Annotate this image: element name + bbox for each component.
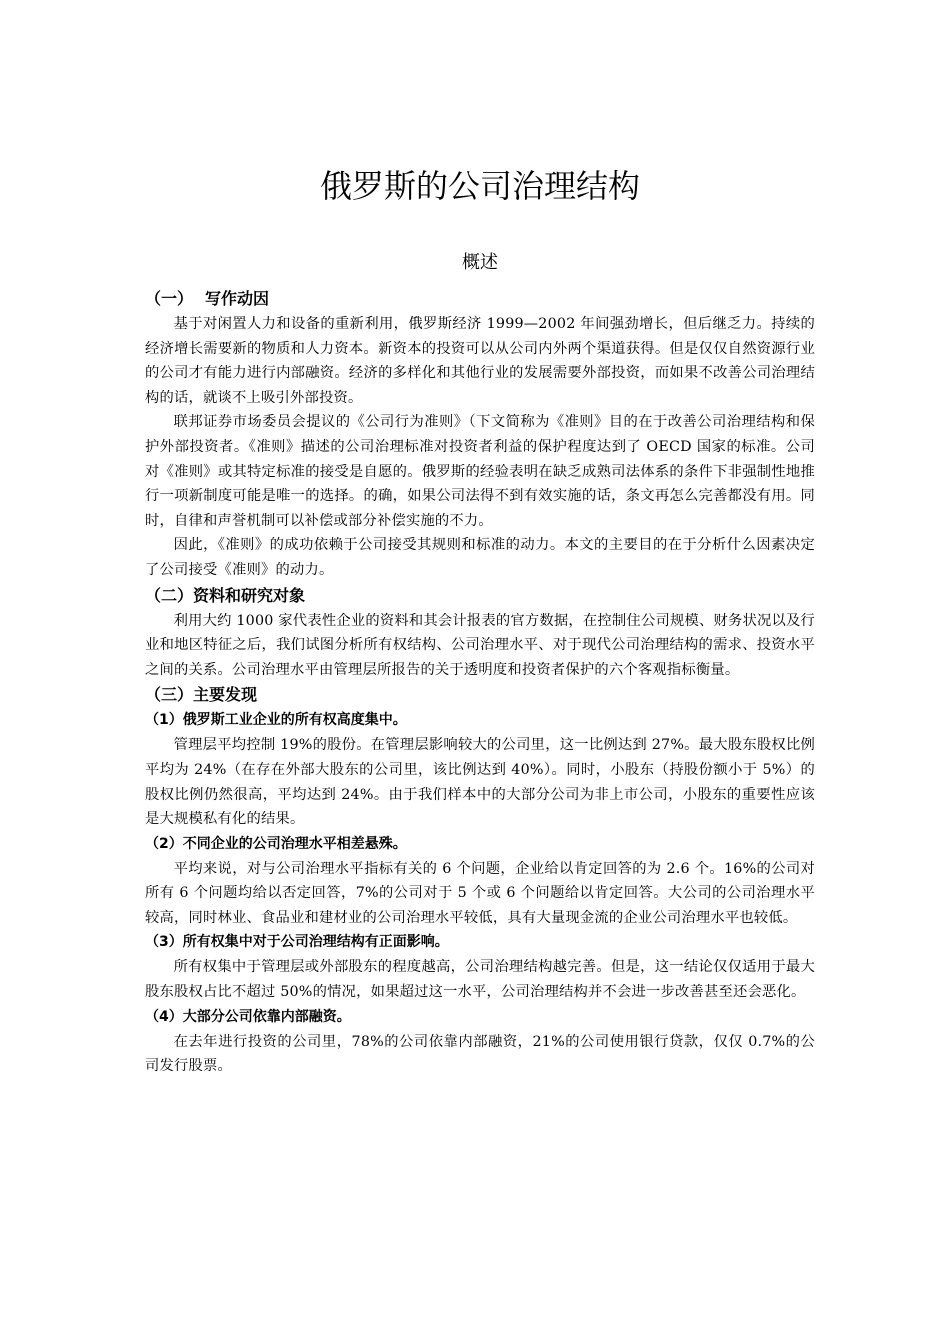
section-heading-3 <box>145 682 815 708</box>
section-label: 主要发现 <box>193 685 258 705</box>
section-number: （三） <box>145 685 194 705</box>
section-heading-1 <box>145 286 815 312</box>
document-body <box>145 286 815 1079</box>
finding-heading-1: （1）俄罗斯工业企业的所有权高度集中。 <box>145 712 407 729</box>
finding-text: 平均来说，对与公司治理水平指标有关的 6 个问题，企业给以肯定回答的为 2.6 个。16%的公司对所有 6 个问题均给以否定回答，7%的公司对于 5 个或 6 个问题给以肯定回答。大公司的公司治理水平较高，同时林业、食品业和建材业的公司治理水平较低，具有大量现金流的企业公司治理水平也较低。 <box>145 860 815 926</box>
section-heading-2 <box>145 583 815 609</box>
section-number: （二） <box>145 585 194 605</box>
paragraph: 利用大约 1000 家代表性企业的资料和其会计报表的官方数据，在控制住公司规模、财务状况以及行业和地区特征之后，我们试图分析所有权结构、公司治理水平、对于现代公司治理结构的需求、投资水平之间的关系。公司治理水平由管理层所报告的关于透明度和投资者保护的六个客观指标衡量。 <box>145 612 815 678</box>
section-number: （一） <box>145 289 194 308</box>
finding-heading-4: （4）大部分公司依靠内部融资。 <box>145 1008 351 1025</box>
finding-heading-2: （2）不同企业的公司治理水平相差悬殊。 <box>145 835 407 852</box>
document-subtitle: 概述 <box>462 252 498 273</box>
paragraph: 因此，《准则》的成功依赖于公司接受其规则和标准的动力。本文的主要目的在于分析什么因素决定了公司接受《准则》的动力。 <box>145 537 815 578</box>
paragraph: 基于对闲置人力和设备的重新利用，俄罗斯经济 1999—2002 年间强劲增长，但后继乏力。持续的经济增长需要新的物质和人力资本。新资本的投资可以从公司内外两个渠道获得。但是仅仅自然资源行业的公司才有能力进行内部融资。经济的多样化和其他行业的发展需要外部投资，而如果不改善公司治理结构的话，就谈不上吸引外部投资。 <box>145 316 815 406</box>
finding-text: 在去年进行投资的公司里，78%的公司依靠内部融资，21%的公司使用银行贷款，仅仅 0.7%的公司发行股票。 <box>145 1033 815 1075</box>
finding-text: 管理层平均控制 19%的股份。在管理层影响较大的公司里，这一比例达到 27%。最大股东股权比例平均为 24%（在存在外部大股东的公司里，该比例达到 40%）。同时，小股东（持股份额小于 5%）的股权比例仍然很高，平均达到 24%。由于我们样本中的大部分公司为非上市公司，小股东的重要性应该是大规模私有化的结果。 <box>145 737 815 828</box>
finding-text: 所有权集中于管理层或外部股东的程度越高，公司治理结构越完善。但是，这一结论仅仅适用于最大股东股权占比不超过 50%的情况，如果超过这一水平，公司治理结构并不会进一步改善甚至还会恶化。 <box>145 959 815 1001</box>
section-label: 资料和研究对象 <box>193 585 306 605</box>
finding-heading-3: （3）所有权集中对于公司治理结构有正面影响。 <box>145 934 449 951</box>
section-label: 写作动因 <box>205 289 270 308</box>
paragraph: 联邦证券市场委员会提议的《公司行为准则》（下文简称为《准则》目的在于改善公司治理结构和保护外部投资者。《准则》描述的公司治理标准对投资者利益的保护程度达到了 OECD 国家的标准。公司对《准则》或其特定标准的接受是自愿的。俄罗斯的经验表明在缺乏成熟司法体系的条件下非强制性地推行一项新制度可能是唯一的选择。的确，如果公司法得不到有效实施的话，条文再怎么完善都没有用。同时，自律和声誉机制可以补偿或部分补偿实施的不力。 <box>145 414 815 529</box>
document-title: 俄罗斯的公司治理结构 <box>319 167 640 205</box>
